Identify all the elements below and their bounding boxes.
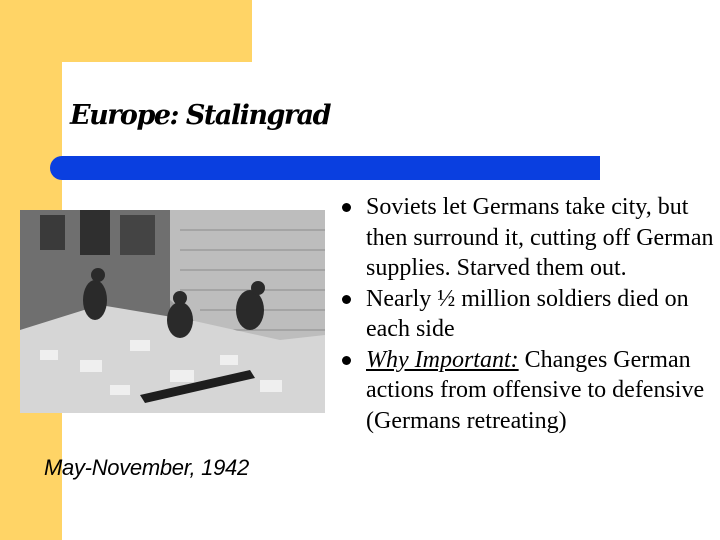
bullet-dot-icon (342, 295, 351, 304)
bullet-text: Changes German actions from offensive to defensive (Germans retreating) (366, 346, 705, 434)
bullet-item (342, 345, 720, 437)
stalingrad-photo (20, 210, 325, 413)
bullet-item (342, 284, 720, 345)
bullet-item (342, 192, 720, 284)
bullet-dot-icon (342, 203, 351, 212)
top-accent-band (0, 0, 252, 62)
slide-title: Europe: Stalingrad (70, 100, 330, 131)
bullet-text: Nearly ½ million soldiers died on each side (366, 285, 689, 342)
photo-caption: May-November, 1942 (44, 455, 249, 480)
bullet-dot-icon (342, 356, 351, 365)
bullet-list (342, 192, 720, 436)
bullet-text: Soviets let Germans take city, but then surround it, cutting off German supplies. Starved them out. (366, 194, 714, 281)
why-important-label: Why Important: (366, 346, 519, 373)
title-divider-bar (50, 156, 600, 180)
